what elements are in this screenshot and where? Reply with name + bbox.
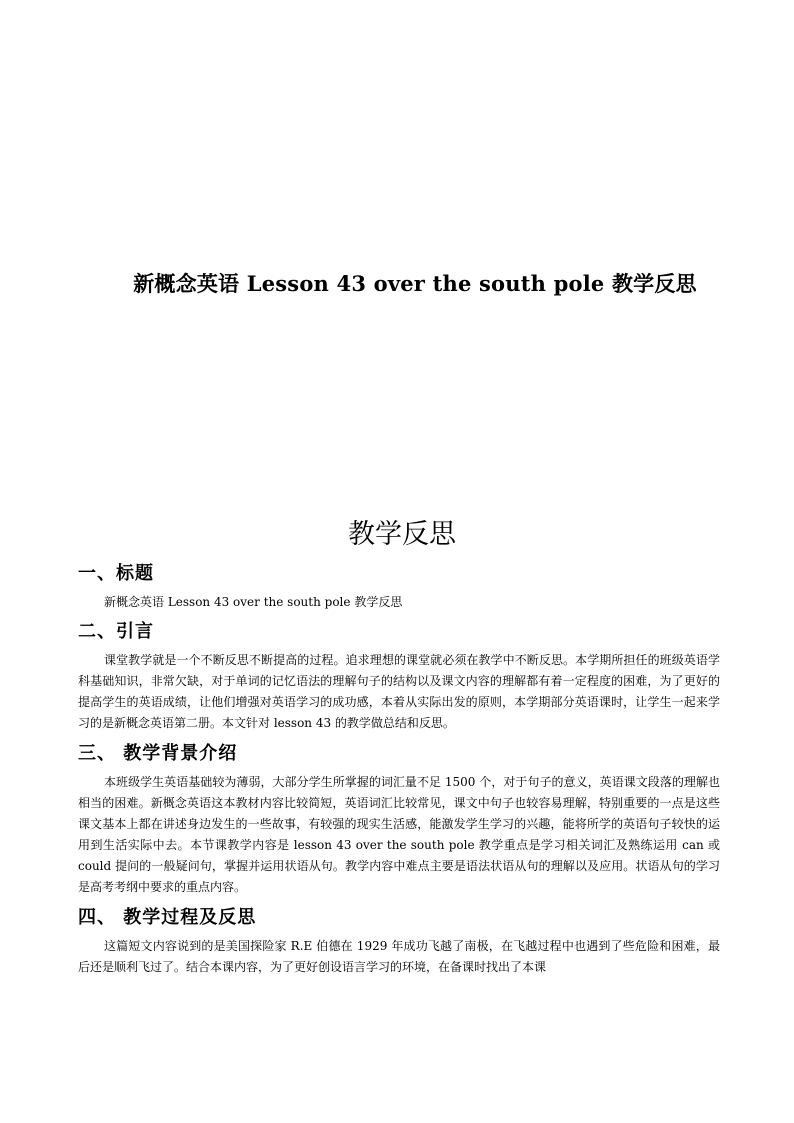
document-title: 新概念英语 Lesson 43 over the south pole 教学反思 bbox=[133, 271, 697, 296]
section-heading-introduction: 二、引言 bbox=[78, 621, 154, 642]
section-text-introduction: 课堂教学就是一个不断反思不断提高的过程。追求理想的课堂就必须在教学中不断反思。本学期所担任的班级英语学科基础知识，非常欠缺，对于单词的记忆语法的理解句子的结构以及课文内容的理解都有着一定程度的困难，为了更好的提高学生的英语成绩，让他们增强对英语学习的成功感，本着从实际出发的原则，本学期部分英语课时，让学生一起来学习的是新概念英语第二册。本文针对 lesson 43 的教学做总结和反思。 bbox=[78, 653, 720, 730]
section-heading-background: 三、 教学背景介绍 bbox=[78, 743, 238, 764]
section-heading-title: 一、标题 bbox=[78, 563, 154, 584]
document-body bbox=[78, 560, 720, 984]
section-text-background: 本班级学生英语基础较为薄弱，大部分学生所掌握的词汇量不足 1500 个，对于句子的意义，英语课文段落的理解也相当的困难。新概念英语这本教材内容比较简短，英语词汇比较常见，课文中句子也较容易理解，特别重要的一点是这些课文基本上都在讲述身边发生的一些故事，有较强的现实生活感，能激发学生学习的兴趣，能将所学的英语句子较快的运用到生活实际中去。本节课教学内容是 lesson 43 over the south pole 教学重点是学习相关词汇及熟练运用 can 或 could 提问的一般疑问句，掌握并运用状语从句。教学内容中难点主要是语法状语从句的理解以及应用。状语从句的学习是高考考纲中要求的重点内容。 bbox=[78, 775, 720, 894]
section-text-title: 新概念英语 Lesson 43 over the south pole 教学反思 bbox=[104, 595, 403, 609]
section-heading-process: 四、 教学过程及反思 bbox=[78, 907, 257, 928]
main-heading: 教学反思 bbox=[348, 519, 456, 550]
section-text-process: 这篇短文内容说到的是美国探险家 R.E 伯德在 1929 年成功飞越了南极，在飞越过程中也遇到了些危险和困难，最后还是顺利飞过了。结合本课内容，为了更好创设语言学习的环境，在备课时找出了本课 bbox=[78, 939, 720, 974]
